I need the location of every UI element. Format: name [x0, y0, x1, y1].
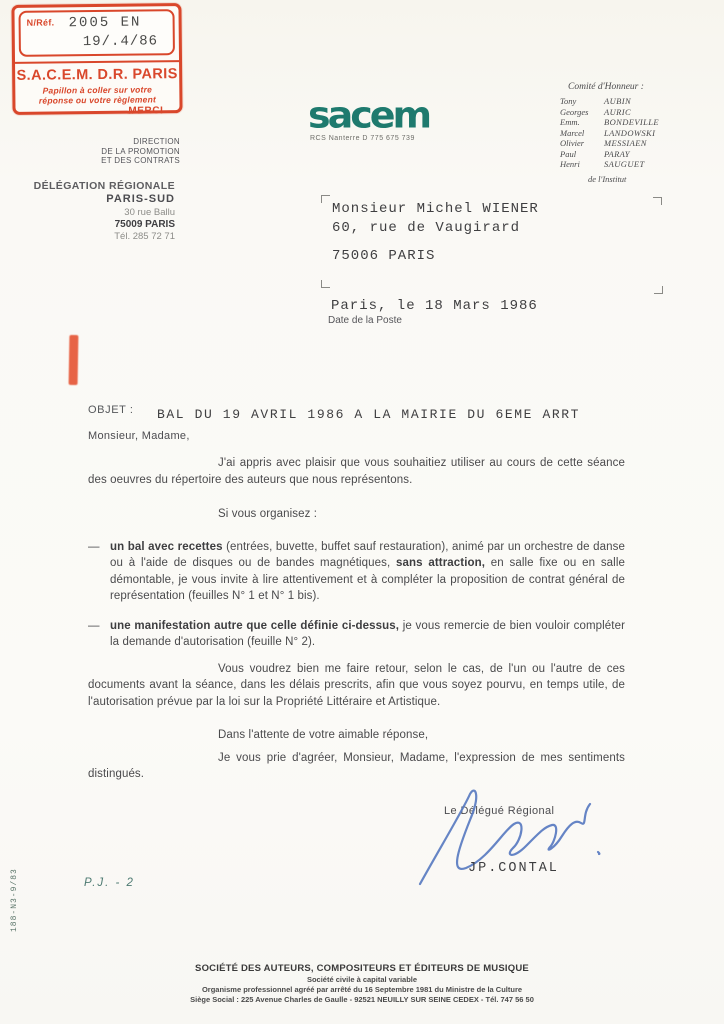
bullet2-bold1: une manifestation autre que celle définie ci-dessus,: [110, 619, 400, 632]
member-last-name: LANDOWSKI: [604, 127, 656, 138]
signatory-name: JP.CONTAL: [468, 861, 559, 876]
stamp-ref-date: 19/.4/86: [82, 33, 159, 51]
recipient-name: Monsieur Michel WIENER: [332, 201, 539, 217]
direction-line: DE LA PROMOTION: [101, 146, 180, 156]
sacem-rcs-line: RCS Nanterre D 775 675 739: [310, 135, 415, 142]
member-last-name: AURIC: [604, 106, 632, 117]
committee-title: Comité d'Honneur :: [568, 82, 644, 92]
committee-member: [560, 96, 720, 107]
sacem-reply-stamp: [11, 3, 182, 115]
bullet-dash: —: [88, 540, 100, 553]
delegation-street: 30 rue Ballu: [124, 207, 175, 218]
bullet2-text1: je vous remercie de bien vouloir compléter la demande d'autorisation (feuille N° 2).: [110, 619, 626, 648]
stamp-ref-number: 2005 EN: [68, 14, 142, 32]
committee-member: [560, 128, 720, 139]
bullet-bal-avec-recettes: [88, 539, 625, 605]
paragraph-retour-documents: Vous voudrez bien me faire retour, selon le cas, de l'un ou l'autre de ces documents avant la séance, dans les délais prescrits, afin que vous soyez pourvu, en temps utile, de l'autorisation prévue par la loi sur la Propriété Littéraire et Artistique.: [88, 662, 625, 708]
paragraph-politesse: Je vous prie d'agréer, Monsieur, Madame, l'expression de mes sentiments distingués.: [88, 751, 625, 780]
footer-society-name: SOCIÉTÉ DES AUTEURS, COMPOSITEURS ET ÉDITEURS DE MUSIQUE: [195, 963, 529, 974]
member-last-name: PARAY: [604, 148, 630, 159]
pieces-jointes-note: P.J. - 2: [84, 877, 135, 889]
salutation: Monsieur, Madame,: [88, 430, 190, 442]
objet-value: BAL DU 19 AVRIL 1986 A LA MAIRIE DU 6EME ARRT: [157, 407, 581, 422]
member-first-name: Georges: [560, 106, 589, 117]
direction-block: [90, 137, 180, 166]
member-last-name: BONDEVILLE: [604, 117, 659, 127]
sacem-logo: [308, 94, 430, 142]
delegation-city: 75009 PARIS: [114, 219, 175, 230]
recipient-street: 60, rue de Vaugirard: [332, 220, 521, 236]
footer-society-type: Société civile à capital variable: [306, 975, 418, 984]
committee-member: [560, 159, 720, 170]
signature-role: Le Délégué Régional: [444, 805, 555, 817]
recipient-city: 75006 PARIS: [332, 248, 436, 264]
direction-line: DIRECTION: [133, 137, 180, 146]
member-first-name: Olivier: [560, 138, 585, 148]
paragraph-si-vous-organisez: Si vous organisez :: [218, 508, 318, 520]
bullet1-text2: en salle fixe ou en salle démontable, je vous invite à lire attentivement et à compléter la proposition de contrat général de représentation (feuilles N° 1 et N° 1 bis).: [110, 557, 625, 602]
red-marker-smudge: [69, 335, 79, 385]
letter-body: [88, 455, 625, 783]
committee-member: [560, 149, 720, 160]
committee-footer: de l'Institut: [588, 173, 627, 184]
stamp-title: S.A.C.E.M. D.R. PARIS: [15, 60, 179, 84]
member-last-name: SAUGUET: [604, 159, 645, 169]
committee-of-honour: [560, 82, 720, 184]
member-first-name: Henri: [560, 159, 580, 169]
stamp-merci: MERCI: [128, 105, 164, 117]
member-first-name: Marcel: [560, 127, 585, 138]
stamp-note: [15, 84, 179, 106]
delegation-region: PARIS-SUD: [106, 193, 175, 205]
paragraph-intro: J'ai appris avec plaisir que vous souhaitiez utiliser au cours de cette séance des oeuvres du répertoire des auteurs que nous représentons.: [88, 457, 625, 486]
delegation-block: [18, 180, 175, 242]
committee-member: [560, 107, 720, 118]
date-line: Paris, le 18 Mars 1986: [331, 298, 538, 314]
direction-line: ET DES CONTRATS: [101, 156, 180, 165]
form-reference-vertical: 188-N3-9/83: [10, 868, 19, 932]
stamp-note-line2: réponse ou votre règlement: [38, 94, 157, 106]
footer-accreditation: Organisme professionnel agréé par arrêté du 16 Septembre 1981 du Ministre de la Culture: [201, 985, 523, 994]
member-first-name: Paul: [560, 148, 577, 159]
recipient-address: [332, 200, 539, 266]
address-window-corner-icon: [321, 195, 330, 203]
bullet-dash: —: [88, 619, 100, 632]
footer-head-office: Siège Social : 225 Avenue Charles de Gaulle - 92521 NEUILLY SUR SEINE CEDEX - Tél. 747 56 50: [190, 995, 534, 1004]
delegation-title: DÉLÉGATION RÉGIONALE: [33, 180, 175, 192]
sacem-logo-wordmark: sacem: [308, 94, 430, 136]
bullet1-bold2: sans attraction,: [396, 557, 486, 569]
bullet1-text1: (entrées, buvette, buffet sauf restauration), animé par un orchestre de danse ou à l'aide de disques ou de bandes magnétiques,: [110, 540, 625, 569]
stamp-note-line1: Papillon à coller sur votre: [42, 84, 153, 96]
bullet1-bold1: un bal avec recettes: [110, 540, 223, 553]
paragraph-attente: Dans l'attente de votre aimable réponse,: [218, 729, 429, 741]
member-first-name: Tony: [560, 96, 577, 106]
committee-member: [560, 138, 720, 149]
committee-member: [560, 117, 720, 128]
stamp-ref-label: N/Réf.: [26, 17, 55, 28]
member-last-name: AUBIN: [604, 96, 632, 106]
objet-label: OBJET :: [88, 404, 134, 416]
delegation-phone: Tél. 285 72 71: [114, 231, 175, 242]
address-window-corner-icon: [654, 286, 663, 294]
address-window-corner-icon: [653, 197, 662, 205]
member-first-name: Emm.: [560, 117, 580, 127]
stamp-reference-box: [18, 9, 174, 57]
member-last-name: MESSIAEN: [604, 138, 647, 148]
date-de-la-poste: Date de la Poste: [328, 315, 402, 326]
bullet-autre-manifestation: [88, 618, 625, 651]
letterhead-footer: [0, 963, 724, 1004]
address-window-corner-icon: [321, 280, 330, 288]
